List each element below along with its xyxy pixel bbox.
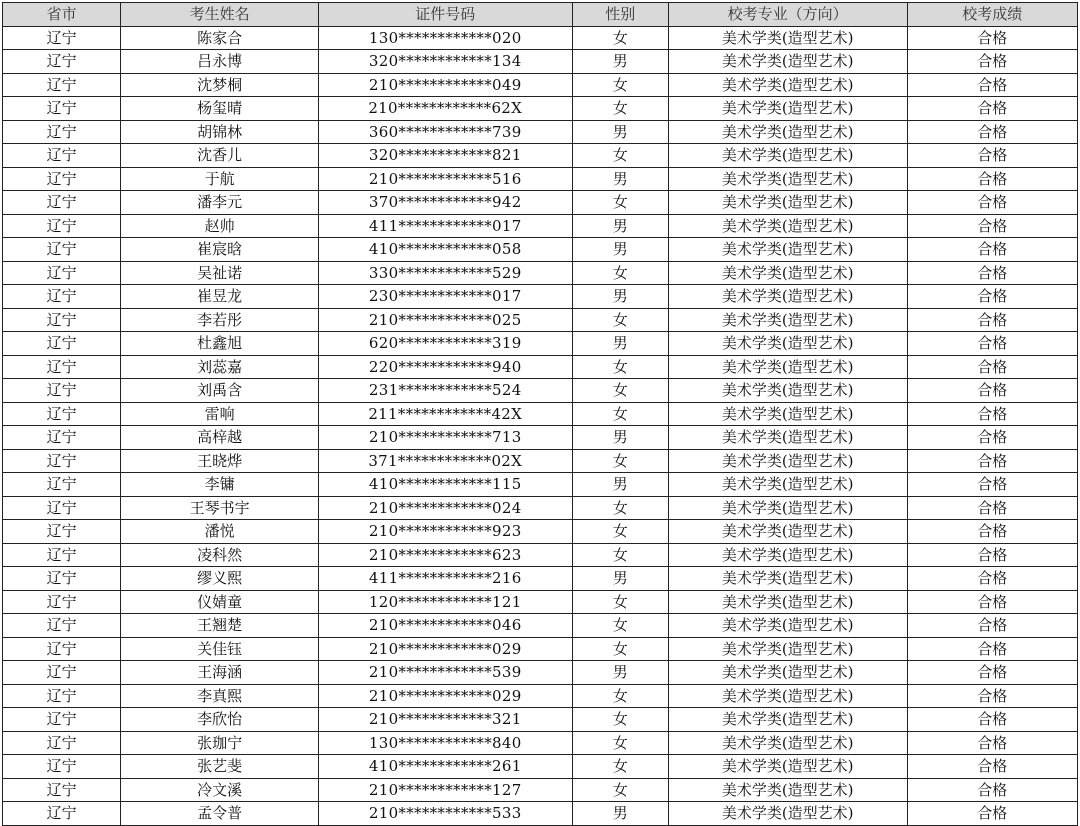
cell-major: 美术学类(造型艺术): [668, 97, 907, 121]
cell-gender: 男: [572, 426, 668, 450]
cell-major: 美术学类(造型艺术): [668, 261, 907, 285]
cell-candidate-name: 刘禹含: [121, 379, 319, 403]
table-row: [3, 567, 1078, 591]
cell-province: 辽宁: [3, 473, 121, 497]
cell-id-number: 320************134: [318, 50, 572, 74]
cell-candidate-name: 沈梦桐: [121, 73, 319, 97]
cell-score: 合格: [907, 144, 1078, 168]
cell-score: 合格: [907, 567, 1078, 591]
cell-candidate-name: 李真熙: [121, 684, 319, 708]
header-province: 省市: [3, 3, 121, 27]
results-table: [2, 2, 1078, 826]
cell-candidate-name: 关佳钰: [121, 637, 319, 661]
cell-major: 美术学类(造型艺术): [668, 167, 907, 191]
cell-province: 辽宁: [3, 708, 121, 732]
cell-score: 合格: [907, 402, 1078, 426]
cell-score: 合格: [907, 543, 1078, 567]
cell-province: 辽宁: [3, 449, 121, 473]
cell-province: 辽宁: [3, 261, 121, 285]
cell-id-number: 210************049: [318, 73, 572, 97]
cell-major: 美术学类(造型艺术): [668, 26, 907, 50]
cell-score: 合格: [907, 120, 1078, 144]
cell-candidate-name: 潘悦: [121, 520, 319, 544]
cell-score: 合格: [907, 332, 1078, 356]
cell-gender: 男: [572, 167, 668, 191]
cell-id-number: 210************029: [318, 637, 572, 661]
cell-id-number: 210************321: [318, 708, 572, 732]
cell-score: 合格: [907, 191, 1078, 215]
cell-major: 美术学类(造型艺术): [668, 402, 907, 426]
cell-id-number: 130************020: [318, 26, 572, 50]
cell-candidate-name: 杜鑫旭: [121, 332, 319, 356]
cell-id-number: 231************524: [318, 379, 572, 403]
cell-score: 合格: [907, 590, 1078, 614]
cell-gender: 女: [572, 708, 668, 732]
table-row: [3, 238, 1078, 262]
cell-gender: 男: [572, 285, 668, 309]
cell-province: 辽宁: [3, 778, 121, 802]
cell-id-number: 411************216: [318, 567, 572, 591]
cell-province: 辽宁: [3, 97, 121, 121]
cell-province: 辽宁: [3, 191, 121, 215]
cell-gender: 男: [572, 661, 668, 685]
cell-major: 美术学类(造型艺术): [668, 567, 907, 591]
cell-id-number: 410************115: [318, 473, 572, 497]
cell-id-number: 620************319: [318, 332, 572, 356]
cell-candidate-name: 王琴书宇: [121, 496, 319, 520]
table-row: [3, 449, 1078, 473]
cell-province: 辽宁: [3, 214, 121, 238]
header-row: [3, 3, 1078, 27]
cell-id-number: 210************713: [318, 426, 572, 450]
table-row: [3, 778, 1078, 802]
cell-major: 美术学类(造型艺术): [668, 285, 907, 309]
cell-gender: 女: [572, 97, 668, 121]
table-row: [3, 802, 1078, 826]
cell-major: 美术学类(造型艺术): [668, 238, 907, 262]
cell-id-number: 210************62X: [318, 97, 572, 121]
cell-id-number: 210************923: [318, 520, 572, 544]
table-row: [3, 261, 1078, 285]
cell-score: 合格: [907, 261, 1078, 285]
table-row: [3, 473, 1078, 497]
table-row: [3, 543, 1078, 567]
cell-id-number: 210************046: [318, 614, 572, 638]
cell-score: 合格: [907, 661, 1078, 685]
cell-province: 辽宁: [3, 144, 121, 168]
cell-score: 合格: [907, 802, 1078, 826]
cell-province: 辽宁: [3, 731, 121, 755]
cell-province: 辽宁: [3, 308, 121, 332]
cell-gender: 女: [572, 520, 668, 544]
cell-major: 美术学类(造型艺术): [668, 332, 907, 356]
cell-candidate-name: 凌科然: [121, 543, 319, 567]
cell-gender: 男: [572, 332, 668, 356]
cell-major: 美术学类(造型艺术): [668, 473, 907, 497]
cell-score: 合格: [907, 285, 1078, 309]
cell-province: 辽宁: [3, 802, 121, 826]
cell-major: 美术学类(造型艺术): [668, 73, 907, 97]
cell-id-number: 410************261: [318, 755, 572, 779]
cell-gender: 女: [572, 614, 668, 638]
table-row: [3, 661, 1078, 685]
cell-score: 合格: [907, 449, 1078, 473]
cell-id-number: 360************739: [318, 120, 572, 144]
cell-id-number: 370************942: [318, 191, 572, 215]
table-row: [3, 590, 1078, 614]
cell-score: 合格: [907, 26, 1078, 50]
cell-province: 辽宁: [3, 285, 121, 309]
table-row: [3, 731, 1078, 755]
cell-candidate-name: 王翘楚: [121, 614, 319, 638]
cell-province: 辽宁: [3, 355, 121, 379]
cell-gender: 女: [572, 379, 668, 403]
cell-province: 辽宁: [3, 50, 121, 74]
table-row: [3, 426, 1078, 450]
cell-major: 美术学类(造型艺术): [668, 708, 907, 732]
cell-province: 辽宁: [3, 543, 121, 567]
cell-gender: 女: [572, 261, 668, 285]
cell-major: 美术学类(造型艺术): [668, 661, 907, 685]
cell-id-number: 330************529: [318, 261, 572, 285]
cell-score: 合格: [907, 731, 1078, 755]
cell-score: 合格: [907, 637, 1078, 661]
table-header: [3, 3, 1078, 27]
cell-gender: 男: [572, 802, 668, 826]
cell-province: 辽宁: [3, 26, 121, 50]
cell-candidate-name: 吕永博: [121, 50, 319, 74]
cell-score: 合格: [907, 355, 1078, 379]
cell-score: 合格: [907, 755, 1078, 779]
cell-province: 辽宁: [3, 590, 121, 614]
cell-gender: 女: [572, 191, 668, 215]
cell-major: 美术学类(造型艺术): [668, 543, 907, 567]
cell-id-number: 230************017: [318, 285, 572, 309]
cell-major: 美术学类(造型艺术): [668, 802, 907, 826]
cell-major: 美术学类(造型艺术): [668, 50, 907, 74]
table-row: [3, 26, 1078, 50]
cell-major: 美术学类(造型艺术): [668, 144, 907, 168]
cell-score: 合格: [907, 708, 1078, 732]
cell-province: 辽宁: [3, 167, 121, 191]
table-row: [3, 167, 1078, 191]
cell-major: 美术学类(造型艺术): [668, 590, 907, 614]
table-row: [3, 355, 1078, 379]
cell-candidate-name: 潘李元: [121, 191, 319, 215]
cell-candidate-name: 吴祉诺: [121, 261, 319, 285]
cell-candidate-name: 高梓越: [121, 426, 319, 450]
cell-candidate-name: 胡锦林: [121, 120, 319, 144]
cell-candidate-name: 李若彤: [121, 308, 319, 332]
header-major: 校考专业（方向）: [668, 3, 907, 27]
table-row: [3, 120, 1078, 144]
cell-id-number: 411************017: [318, 214, 572, 238]
cell-major: 美术学类(造型艺术): [668, 449, 907, 473]
cell-province: 辽宁: [3, 73, 121, 97]
cell-gender: 女: [572, 778, 668, 802]
cell-id-number: 210************623: [318, 543, 572, 567]
cell-gender: 女: [572, 26, 668, 50]
cell-candidate-name: 仪婧童: [121, 590, 319, 614]
cell-score: 合格: [907, 379, 1078, 403]
cell-candidate-name: 缪义熙: [121, 567, 319, 591]
cell-province: 辽宁: [3, 496, 121, 520]
cell-major: 美术学类(造型艺术): [668, 731, 907, 755]
cell-candidate-name: 沈香儿: [121, 144, 319, 168]
cell-candidate-name: 李镛: [121, 473, 319, 497]
cell-candidate-name: 陈家合: [121, 26, 319, 50]
table-row: [3, 73, 1078, 97]
cell-gender: 女: [572, 73, 668, 97]
cell-major: 美术学类(造型艺术): [668, 520, 907, 544]
cell-gender: 男: [572, 214, 668, 238]
cell-major: 美术学类(造型艺术): [668, 379, 907, 403]
cell-id-number: 410************058: [318, 238, 572, 262]
cell-candidate-name: 张珈宁: [121, 731, 319, 755]
cell-id-number: 210************025: [318, 308, 572, 332]
cell-gender: 女: [572, 496, 668, 520]
cell-id-number: 210************539: [318, 661, 572, 685]
table-row: [3, 614, 1078, 638]
cell-id-number: 120************121: [318, 590, 572, 614]
cell-candidate-name: 孟令普: [121, 802, 319, 826]
table-row: [3, 755, 1078, 779]
table-body: [3, 26, 1078, 825]
table-row: [3, 285, 1078, 309]
cell-province: 辽宁: [3, 520, 121, 544]
table-row: [3, 191, 1078, 215]
table-row: [3, 496, 1078, 520]
cell-province: 辽宁: [3, 637, 121, 661]
header-id-number: 证件号码: [318, 3, 572, 27]
cell-major: 美术学类(造型艺术): [668, 191, 907, 215]
table-row: [3, 402, 1078, 426]
cell-major: 美术学类(造型艺术): [668, 308, 907, 332]
cell-province: 辽宁: [3, 614, 121, 638]
cell-candidate-name: 张艺斐: [121, 755, 319, 779]
cell-gender: 女: [572, 731, 668, 755]
cell-candidate-name: 赵帅: [121, 214, 319, 238]
cell-id-number: 320************821: [318, 144, 572, 168]
table-row: [3, 708, 1078, 732]
cell-score: 合格: [907, 50, 1078, 74]
cell-candidate-name: 王晓烨: [121, 449, 319, 473]
table-row: [3, 379, 1078, 403]
cell-gender: 女: [572, 755, 668, 779]
cell-candidate-name: 刘蕊嘉: [121, 355, 319, 379]
cell-score: 合格: [907, 426, 1078, 450]
cell-id-number: 210************127: [318, 778, 572, 802]
cell-gender: 女: [572, 449, 668, 473]
cell-major: 美术学类(造型艺术): [668, 778, 907, 802]
header-candidate-name: 考生姓名: [121, 3, 319, 27]
table-row: [3, 214, 1078, 238]
cell-gender: 女: [572, 355, 668, 379]
cell-id-number: 220************940: [318, 355, 572, 379]
cell-score: 合格: [907, 97, 1078, 121]
cell-gender: 女: [572, 144, 668, 168]
cell-gender: 男: [572, 473, 668, 497]
cell-gender: 女: [572, 308, 668, 332]
cell-candidate-name: 于航: [121, 167, 319, 191]
cell-province: 辽宁: [3, 402, 121, 426]
cell-gender: 女: [572, 543, 668, 567]
header-score: 校考成绩: [907, 3, 1078, 27]
cell-gender: 女: [572, 590, 668, 614]
cell-province: 辽宁: [3, 238, 121, 262]
cell-score: 合格: [907, 238, 1078, 262]
cell-province: 辽宁: [3, 120, 121, 144]
cell-major: 美术学类(造型艺术): [668, 355, 907, 379]
cell-province: 辽宁: [3, 426, 121, 450]
cell-gender: 女: [572, 684, 668, 708]
cell-score: 合格: [907, 167, 1078, 191]
cell-score: 合格: [907, 308, 1078, 332]
cell-major: 美术学类(造型艺术): [668, 614, 907, 638]
cell-major: 美术学类(造型艺术): [668, 684, 907, 708]
table-row: [3, 520, 1078, 544]
cell-province: 辽宁: [3, 661, 121, 685]
cell-score: 合格: [907, 473, 1078, 497]
cell-candidate-name: 杨玺晴: [121, 97, 319, 121]
cell-candidate-name: 雷响: [121, 402, 319, 426]
cell-province: 辽宁: [3, 567, 121, 591]
header-gender: 性别: [572, 3, 668, 27]
cell-score: 合格: [907, 614, 1078, 638]
cell-score: 合格: [907, 684, 1078, 708]
table-row: [3, 50, 1078, 74]
cell-score: 合格: [907, 73, 1078, 97]
cell-id-number: 210************024: [318, 496, 572, 520]
cell-gender: 男: [572, 238, 668, 262]
cell-id-number: 371************02X: [318, 449, 572, 473]
cell-major: 美术学类(造型艺术): [668, 120, 907, 144]
table-row: [3, 308, 1078, 332]
cell-score: 合格: [907, 520, 1078, 544]
cell-id-number: 210************533: [318, 802, 572, 826]
cell-score: 合格: [907, 496, 1078, 520]
cell-id-number: 130************840: [318, 731, 572, 755]
cell-candidate-name: 王海涵: [121, 661, 319, 685]
cell-major: 美术学类(造型艺术): [668, 496, 907, 520]
cell-major: 美术学类(造型艺术): [668, 637, 907, 661]
cell-id-number: 211************42X: [318, 402, 572, 426]
cell-major: 美术学类(造型艺术): [668, 426, 907, 450]
table-row: [3, 637, 1078, 661]
cell-id-number: 210************029: [318, 684, 572, 708]
cell-candidate-name: 李欣怡: [121, 708, 319, 732]
cell-province: 辽宁: [3, 332, 121, 356]
cell-major: 美术学类(造型艺术): [668, 755, 907, 779]
cell-candidate-name: 冷文溪: [121, 778, 319, 802]
cell-province: 辽宁: [3, 684, 121, 708]
cell-province: 辽宁: [3, 755, 121, 779]
cell-gender: 男: [572, 50, 668, 74]
cell-candidate-name: 崔宸晗: [121, 238, 319, 262]
cell-score: 合格: [907, 214, 1078, 238]
table-row: [3, 332, 1078, 356]
cell-gender: 女: [572, 637, 668, 661]
cell-candidate-name: 崔昱龙: [121, 285, 319, 309]
cell-gender: 女: [572, 402, 668, 426]
table-row: [3, 684, 1078, 708]
cell-gender: 男: [572, 567, 668, 591]
table-row: [3, 97, 1078, 121]
cell-score: 合格: [907, 778, 1078, 802]
cell-province: 辽宁: [3, 379, 121, 403]
cell-major: 美术学类(造型艺术): [668, 214, 907, 238]
table-row: [3, 144, 1078, 168]
cell-gender: 男: [572, 120, 668, 144]
cell-id-number: 210************516: [318, 167, 572, 191]
